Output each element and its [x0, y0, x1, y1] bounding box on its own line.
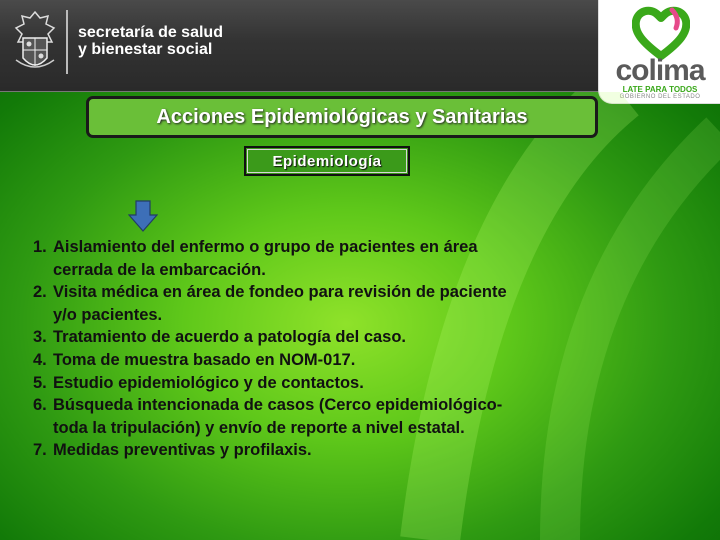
colima-wordmark: colima — [615, 54, 705, 87]
list-item-continuation: toda la tripulación) y envío de reporte a nivel estatal. — [53, 418, 465, 437]
list-item — [33, 281, 673, 326]
list-item-number: 2. — [33, 283, 47, 302]
actions-list — [33, 236, 673, 462]
list-item — [33, 326, 673, 349]
list-item-text: Tratamiento de acuerdo a patología del caso. — [53, 328, 407, 347]
list-item-number: 5. — [33, 373, 47, 392]
organization-line-1: secretaría de salud — [78, 24, 223, 41]
list-item-number: 4. — [33, 350, 47, 369]
coat-of-arms-icon — [10, 8, 60, 76]
list-item-text: Visita médica en área de fondeo para revisión de paciente — [53, 283, 507, 302]
list-item — [33, 349, 673, 372]
heart-logo-icon — [632, 6, 690, 60]
list-item-continuation: cerrada de la embarcación. — [53, 260, 266, 279]
colima-logo — [598, 0, 720, 104]
colima-tagline: LATE PARA TODOS — [622, 85, 698, 94]
list-item — [33, 372, 673, 395]
colima-government-label: GOBIERNO DEL ESTADO — [619, 94, 701, 100]
list-item-number: 6. — [33, 396, 47, 415]
slide-title: Acciones Epidemiológicas y Sanitarias — [86, 96, 598, 138]
slide-subtitle: Epidemiología — [244, 146, 410, 176]
list-item-text: Toma de muestra basado en NOM-017. — [53, 350, 356, 369]
list-item-text: Aislamiento del enfermo o grupo de pacientes en área — [53, 238, 478, 256]
list-item — [33, 236, 673, 281]
organization-line-2: y bienestar social — [78, 41, 213, 58]
list-item-text: Búsqueda intencionada de casos (Cerco epidemiológico- — [53, 396, 503, 415]
list-item-number: 1. — [33, 238, 47, 256]
header-divider — [66, 10, 68, 74]
list-item — [33, 394, 673, 439]
down-arrow-icon — [128, 200, 158, 232]
list-item-number: 7. — [33, 441, 47, 460]
list-item-text: Estudio epidemiológico y de contactos. — [53, 373, 364, 392]
list-item-continuation: y/o pacientes. — [53, 305, 163, 324]
list-item-text: Medidas preventivas y profilaxis. — [53, 441, 312, 460]
list-item-number: 3. — [33, 328, 47, 347]
list-item — [33, 439, 673, 462]
organization-name — [78, 24, 223, 58]
